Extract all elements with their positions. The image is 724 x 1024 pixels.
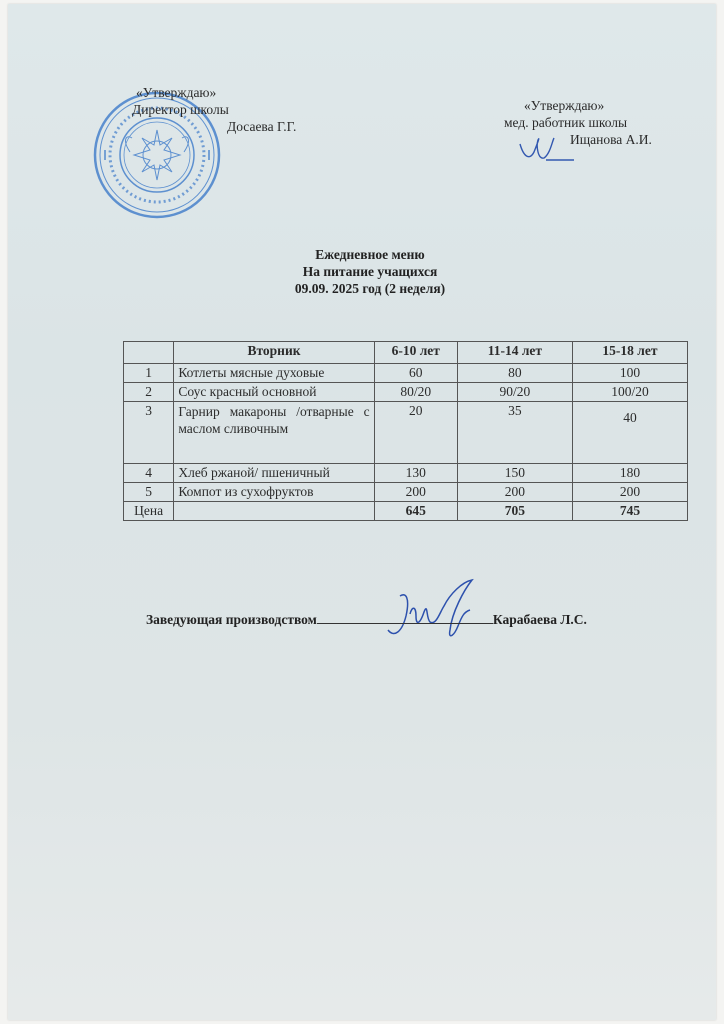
row-num: 4: [124, 464, 174, 483]
table-row: [124, 364, 688, 383]
row-dish: Котлеты мясные духовые: [174, 364, 374, 383]
price-6-10: 645: [374, 502, 457, 521]
approval-medic-position: мед. работник школы: [504, 115, 628, 130]
menu-title: [8, 246, 724, 297]
row-portion-6-10: 200: [374, 483, 457, 502]
approval-block-director: [132, 84, 296, 135]
price-label: Цена: [124, 502, 174, 521]
price-row: [124, 502, 688, 521]
table-header-row: [124, 342, 688, 364]
medic-signature: [516, 130, 586, 168]
menu-table: [123, 341, 688, 521]
row-portion-15-18: 180: [572, 464, 687, 483]
row-dish: Гарнир макароны /отварные с маслом сливочным: [174, 402, 374, 464]
row-portion-15-18: 100/20: [572, 383, 687, 402]
table-row: [124, 402, 688, 464]
row-dish: Хлеб ржаной/ пшеничный: [174, 464, 374, 483]
header-age-11-14: 11-14 лет: [457, 342, 572, 364]
row-portion-6-10: 130: [374, 464, 457, 483]
menu-title-line1: Ежедневное меню: [315, 247, 425, 262]
header-age-6-10: 6-10 лет: [374, 342, 457, 364]
price-15-18: 745: [572, 502, 687, 521]
row-portion-6-10: 20: [374, 402, 457, 464]
row-portion-15-18: 200: [572, 483, 687, 502]
row-num: 3: [124, 402, 174, 464]
signature-underline: [317, 623, 493, 624]
row-portion-11-14: 35: [457, 402, 572, 464]
approval-director-position: Директор школы: [132, 102, 229, 117]
row-portion-11-14: 80: [457, 364, 572, 383]
production-manager-name: Карабаева Л.С.: [492, 612, 587, 627]
row-portion-11-14: 150: [457, 464, 572, 483]
menu-title-date: 09.09. 2025 год (2 неделя): [294, 281, 446, 296]
approval-director-name: Досаева Г.Г.: [227, 119, 297, 134]
table-row: [124, 464, 688, 483]
row-portion-15-18: 40: [572, 402, 687, 464]
price-11-14: 705: [457, 502, 572, 521]
menu-title-line2: На питание учащихся: [302, 264, 438, 279]
row-dish: Компот из сухофруктов: [174, 483, 374, 502]
row-portion-6-10: 80/20: [374, 383, 457, 402]
row-portion-15-18: 100: [572, 364, 687, 383]
header-day: Вторник: [174, 342, 374, 364]
approval-director-heading: «Утверждаю»: [136, 85, 217, 100]
row-num: 2: [124, 383, 174, 402]
header-num: [124, 342, 174, 364]
row-portion-11-14: 90/20: [457, 383, 572, 402]
row-portion-11-14: 200: [457, 483, 572, 502]
table-row: [124, 483, 688, 502]
row-dish: Соус красный основной: [174, 383, 374, 402]
approval-medic-name: Ищанова А.И.: [570, 132, 652, 147]
signature-line: [146, 612, 666, 628]
row-num: 1: [124, 364, 174, 383]
approval-medic-heading: «Утверждаю»: [524, 98, 605, 113]
header-age-15-18: 15-18 лет: [572, 342, 687, 364]
price-empty-cell: [174, 502, 374, 521]
production-manager-role: Заведующая производством: [146, 612, 317, 627]
row-portion-6-10: 60: [374, 364, 457, 383]
document-page: [8, 4, 716, 1020]
row-num: 5: [124, 483, 174, 502]
table-row: [124, 383, 688, 402]
